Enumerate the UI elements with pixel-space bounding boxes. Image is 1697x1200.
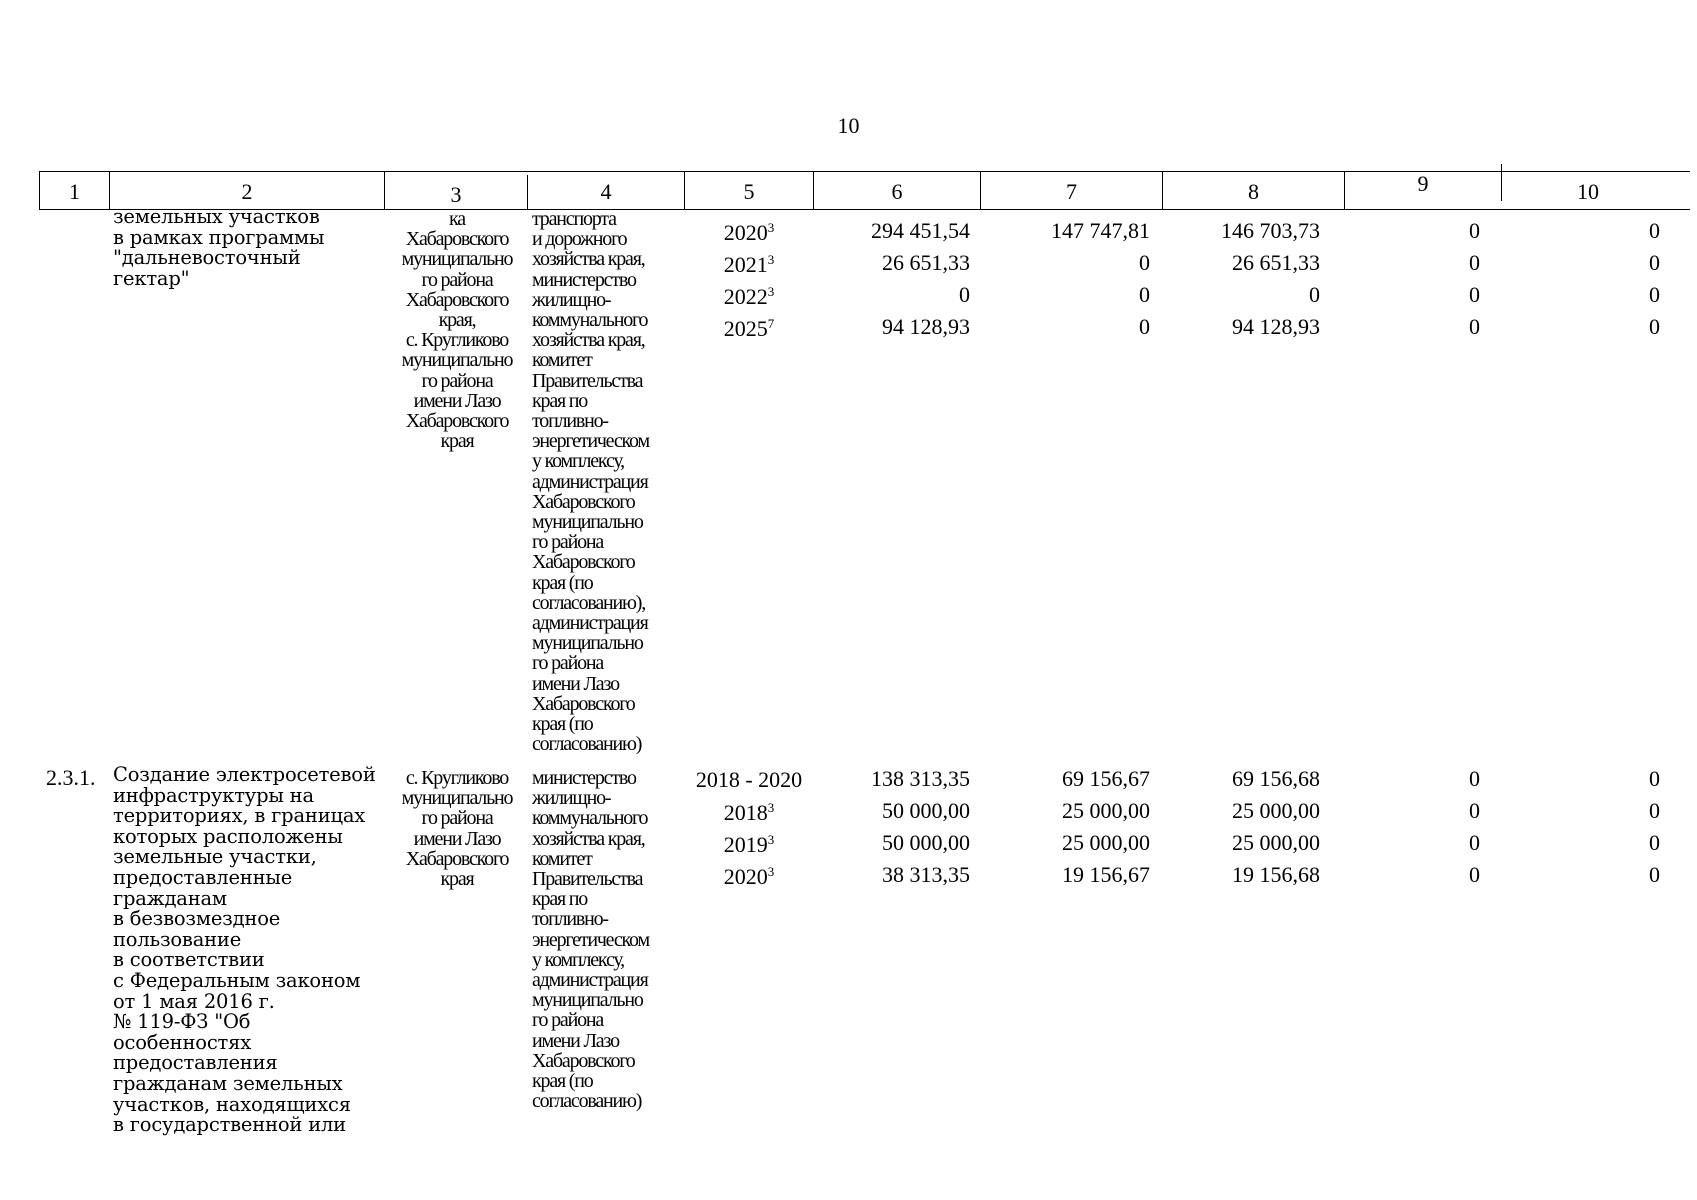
- value-col-7: 25 000,00: [1062, 830, 1150, 855]
- header-col-9: 9: [1345, 164, 1502, 201]
- value-col-10: 0: [1649, 766, 1660, 791]
- row-location: ка Хабаровского муниципально го района Хабаровского края, с. Кругликово муниципально го района имени Лазо Хабаровского края: [401, 208, 513, 453]
- value-col-8: 19 156,68: [1232, 862, 1320, 887]
- value-col-8: 94 128,93: [1232, 314, 1320, 339]
- value-col-8: 25 000,00: [1232, 830, 1320, 855]
- value-col-7: 19 156,67: [1062, 862, 1150, 887]
- value-col-6: 50 000,00: [882, 830, 970, 855]
- header-col-5: 5: [685, 172, 814, 209]
- value-col-6: 38 313,35: [882, 862, 970, 887]
- value-col-10: 0: [1649, 862, 1660, 887]
- value-col-9: 0: [1469, 314, 1480, 339]
- row-number: 2.3.1.: [46, 765, 96, 790]
- value-col-8: 25 000,00: [1232, 798, 1320, 823]
- value-col-7: 0: [1139, 250, 1150, 275]
- row-name: Создание электросетевой инфраструктуры на территориях, в границах которых расположены земельные участки, предоставленные гражданам в безвозмездное пользование в соответствии с Федеральным законом от 1 мая 2016 г. № 119-ФЗ "Об особенностях предоставления гражданам земельных участков, находящихся в государственной или: [113, 763, 376, 1137]
- value-col-6: 50 000,00: [882, 798, 970, 823]
- value-col-6: 26 651,33: [882, 250, 970, 275]
- value-col-9: 0: [1469, 250, 1480, 275]
- value-col-10: 0: [1649, 282, 1660, 307]
- year: 2025$^7$: [723, 316, 775, 341]
- year: 2018 - 2020: [695, 767, 803, 792]
- value-col-8: 0: [1309, 282, 1320, 307]
- value-col-10: 0: [1649, 830, 1660, 855]
- value-col-7: 0: [1139, 282, 1150, 307]
- value-col-9: 0: [1469, 830, 1480, 855]
- value-col-9: 0: [1469, 218, 1480, 243]
- row-name: земельных участков в рамках программы "дальневосточный гектар": [113, 205, 325, 290]
- value-col-6: 94 128,93: [882, 314, 970, 339]
- value-col-7: 0: [1139, 314, 1150, 339]
- year: 2021$^3$: [723, 252, 775, 277]
- year: 2022$^3$: [723, 284, 775, 309]
- value-col-7: 25 000,00: [1062, 798, 1150, 823]
- value-col-6: 294 451,54: [871, 218, 970, 243]
- header-col-6: 6: [814, 172, 981, 209]
- value-col-9: 0: [1469, 766, 1480, 791]
- value-col-9: 0: [1469, 282, 1480, 307]
- value-col-7: 147 747,81: [1051, 218, 1150, 243]
- value-col-10: 0: [1649, 798, 1660, 823]
- row-executor: министерство жилищно- коммунального хозяйства края, комитет Правительства края по топливно- энергетическом у комплексу, администрация муниципально го района имени Лазо Хабаровского края (по согласованию): [532, 767, 649, 1113]
- year: 2020$^3$: [723, 220, 775, 245]
- row-location: с. Кругликово муниципально го района имени Лазо Хабаровского края: [401, 767, 513, 891]
- year: 2018$^3$: [723, 800, 775, 825]
- header-col-2: 2: [110, 172, 385, 209]
- value-col-10: 0: [1649, 218, 1660, 243]
- header-col-3: 3: [385, 175, 528, 209]
- value-col-8: 69 156,68: [1232, 766, 1320, 791]
- header-col-8: 8: [1163, 172, 1345, 209]
- value-col-9: 0: [1469, 798, 1480, 823]
- row-executor: транспорта и дорожного хозяйства края, министерство жилищно- коммунального хозяйства края, комитет Правительства края по топливно- энергетическом у комплексу, администрация Хабаровского муниципально го района Хабаровского края (по согласованию), администрация муниципально го района имени Лазо Хабаровского края (по согласованию): [532, 208, 649, 756]
- year: 2020$^3$: [723, 864, 775, 889]
- value-col-10: 0: [1649, 314, 1660, 339]
- value-col-6: 0: [959, 282, 970, 307]
- value-col-10: 0: [1649, 250, 1660, 275]
- header-col-1: 1: [40, 172, 110, 209]
- page-number: 10: [837, 113, 860, 138]
- value-col-9: 0: [1469, 862, 1480, 887]
- value-col-6: 138 313,35: [871, 766, 970, 791]
- header-col-10: 10: [1577, 179, 1599, 204]
- value-col-8: 26 651,33: [1232, 250, 1320, 275]
- header-col-4: 4: [528, 172, 685, 209]
- year: 2019$^3$: [723, 832, 775, 857]
- header-col-7: 7: [981, 172, 1163, 209]
- value-col-8: 146 703,73: [1221, 218, 1320, 243]
- value-col-7: 69 156,67: [1062, 766, 1150, 791]
